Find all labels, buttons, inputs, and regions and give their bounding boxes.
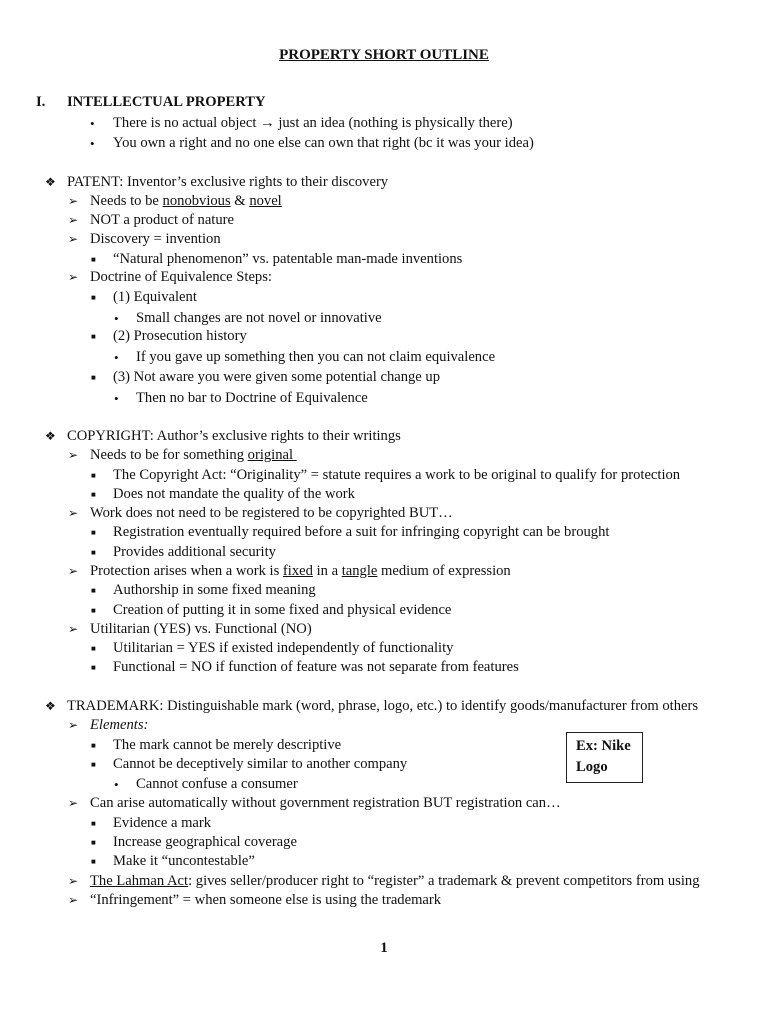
patent-step-1a: Small changes are not novel or innovative (136, 310, 382, 326)
square-bullet-icon: ■ (91, 760, 96, 769)
square-bullet-icon: ■ (91, 332, 96, 341)
text: : gives seller/producer right to “register” a trademark & prevent competitors from using (188, 873, 700, 889)
trademark-heading: TRADEMARK: Distinguishable mark (word, phrase, logo, etc.) to identify goods/manufacturer from others (67, 698, 699, 714)
text: medium of expression (377, 563, 511, 579)
bullet-marker: • (114, 350, 119, 365)
square-bullet-icon: ■ (91, 490, 96, 499)
text: Protection arises when a work is (90, 563, 283, 579)
diamond-bullet-icon: ❖ (45, 429, 56, 443)
trademark-item-4: “Infringement” = when someone else is using the trademark (90, 892, 442, 908)
square-bullet-icon: ■ (91, 548, 96, 557)
arrow-bullet-icon: ➢ (68, 564, 79, 578)
copyright-item-2: Work does not need to be registered to be copyrighted BUT… (90, 505, 453, 521)
square-bullet-icon: ■ (91, 663, 96, 672)
underlined-text: The Lahman Act (90, 873, 189, 889)
underlined-text: nonobvious (162, 193, 231, 209)
square-bullet-icon: ■ (91, 819, 96, 828)
page-number: 1 (380, 940, 388, 956)
diamond-bullet-icon: ❖ (45, 175, 56, 189)
square-bullet-icon: ■ (91, 586, 96, 595)
copyright-item-1b: Does not mandate the quality of the work (113, 486, 355, 502)
intro-bullet-2: You own a right and no one else can own that right (bc it was your idea) (113, 135, 534, 151)
trademark-item-2c: Make it “uncontestable” (113, 853, 255, 869)
copyright-item-1a: The Copyright Act: “Originality” = statute requires a work to be original to qualify for protection (113, 467, 681, 483)
copyright-item-4a: Utilitarian = YES if existed independently of functionality (113, 640, 454, 656)
copyright-item-3 (90, 562, 511, 581)
text: just an idea (nothing is physically there) (274, 115, 513, 131)
patent-item-4: Doctrine of Equivalence Steps: (90, 269, 272, 285)
copyright-item-3b: Creation of putting it in some fixed and physical evidence (113, 602, 452, 618)
square-bullet-icon: ■ (91, 644, 96, 653)
arrow-bullet-icon: ➢ (68, 718, 79, 732)
underlined-text: novel (249, 193, 282, 209)
text: Needs to be for something (90, 447, 248, 463)
patent-step-3: (3) Not aware you were given some potential change up (113, 369, 441, 385)
text: & (230, 193, 250, 209)
arrow-bullet-icon: ➢ (68, 622, 79, 636)
square-bullet-icon: ■ (91, 857, 96, 866)
trademark-item-2: Can arise automatically without government registration BUT registration can… (90, 795, 561, 811)
square-bullet-icon: ■ (91, 373, 96, 382)
arrow-bullet-icon: ➢ (68, 270, 79, 284)
copyright-item-3a: Authorship in some fixed meaning (113, 582, 316, 598)
patent-item-1 (90, 192, 282, 211)
nike-logo-callout-box (566, 732, 643, 783)
arrow-bullet-icon: ➢ (68, 796, 79, 810)
square-bullet-icon: ■ (91, 293, 96, 302)
trademark-item-2a: Evidence a mark (113, 815, 212, 831)
bullet-marker: • (114, 311, 119, 326)
intro-bullet-1 (113, 114, 513, 133)
square-bullet-icon: ■ (91, 471, 96, 480)
patent-item-3: Discovery = invention (90, 231, 221, 247)
trademark-item-1a: The mark cannot be merely descriptive (113, 737, 342, 753)
bullet-marker: • (90, 136, 95, 151)
bullet-marker: • (114, 777, 119, 792)
trademark-item-1b1: Cannot confuse a consumer (136, 776, 298, 792)
diamond-bullet-icon: ❖ (45, 699, 56, 713)
arrow-bullet-icon: ➢ (68, 506, 79, 520)
arrow-bullet-icon: ➢ (68, 874, 79, 888)
arrow-bullet-icon: ➢ (68, 893, 79, 907)
patent-heading: PATENT: Inventor’s exclusive rights to their discovery (67, 174, 389, 190)
arrow-bullet-icon: ➢ (68, 448, 79, 462)
square-bullet-icon: ■ (91, 606, 96, 615)
callout-line-1: Ex: Nike (576, 738, 631, 754)
square-bullet-icon: ■ (91, 528, 96, 537)
patent-step-3a: Then no bar to Doctrine of Equivalence (136, 390, 368, 406)
underlined-text: tangle (341, 563, 378, 579)
trademark-item-1b: Cannot be deceptively similar to another company (113, 756, 408, 772)
text: in a (312, 563, 342, 579)
underlined-text: fixed (282, 563, 313, 579)
copyright-item-4: Utilitarian (YES) vs. Functional (NO) (90, 621, 312, 637)
copyright-item-2a: Registration eventually required before a suit for infringing copyright can be brought (113, 524, 610, 540)
patent-step-1: (1) Equivalent (113, 289, 197, 305)
copyright-item-1 (90, 446, 297, 465)
patent-step-2a: If you gave up something then you can not claim equivalence (136, 349, 496, 365)
bullet-marker: • (114, 391, 119, 406)
patent-step-2: (2) Prosecution history (113, 328, 247, 344)
arrow-bullet-icon: ➢ (68, 194, 79, 208)
copyright-item-2b: Provides additional security (113, 544, 276, 560)
copyright-heading: COPYRIGHT: Author’s exclusive rights to their writings (67, 428, 401, 444)
callout-line-2: Logo (576, 759, 608, 775)
section-numeral: I. (36, 94, 46, 110)
text: There is no actual object (113, 115, 261, 131)
arrow-bullet-icon: ➢ (68, 232, 79, 246)
square-bullet-icon: ■ (91, 838, 96, 847)
square-bullet-icon: ■ (91, 255, 96, 264)
patent-item-2: NOT a product of nature (90, 212, 234, 228)
section-heading: INTELLECTUAL PROPERTY (67, 94, 266, 110)
right-arrow-icon: → (260, 115, 275, 131)
trademark-item-2b: Increase geographical coverage (113, 834, 297, 850)
square-bullet-icon: ■ (91, 741, 96, 750)
bullet-marker: • (90, 116, 95, 131)
underlined-text: original (247, 447, 297, 463)
page-title: PROPERTY SHORT OUTLINE (279, 47, 489, 63)
trademark-item-3 (90, 872, 700, 891)
arrow-bullet-icon: ➢ (68, 213, 79, 227)
patent-item-3a: “Natural phenomenon” vs. patentable man-made inventions (113, 251, 463, 267)
trademark-item-1: Elements: (90, 717, 149, 733)
copyright-item-4b: Functional = NO if function of feature was not separate from features (113, 659, 519, 675)
text: Needs to be (90, 193, 163, 209)
